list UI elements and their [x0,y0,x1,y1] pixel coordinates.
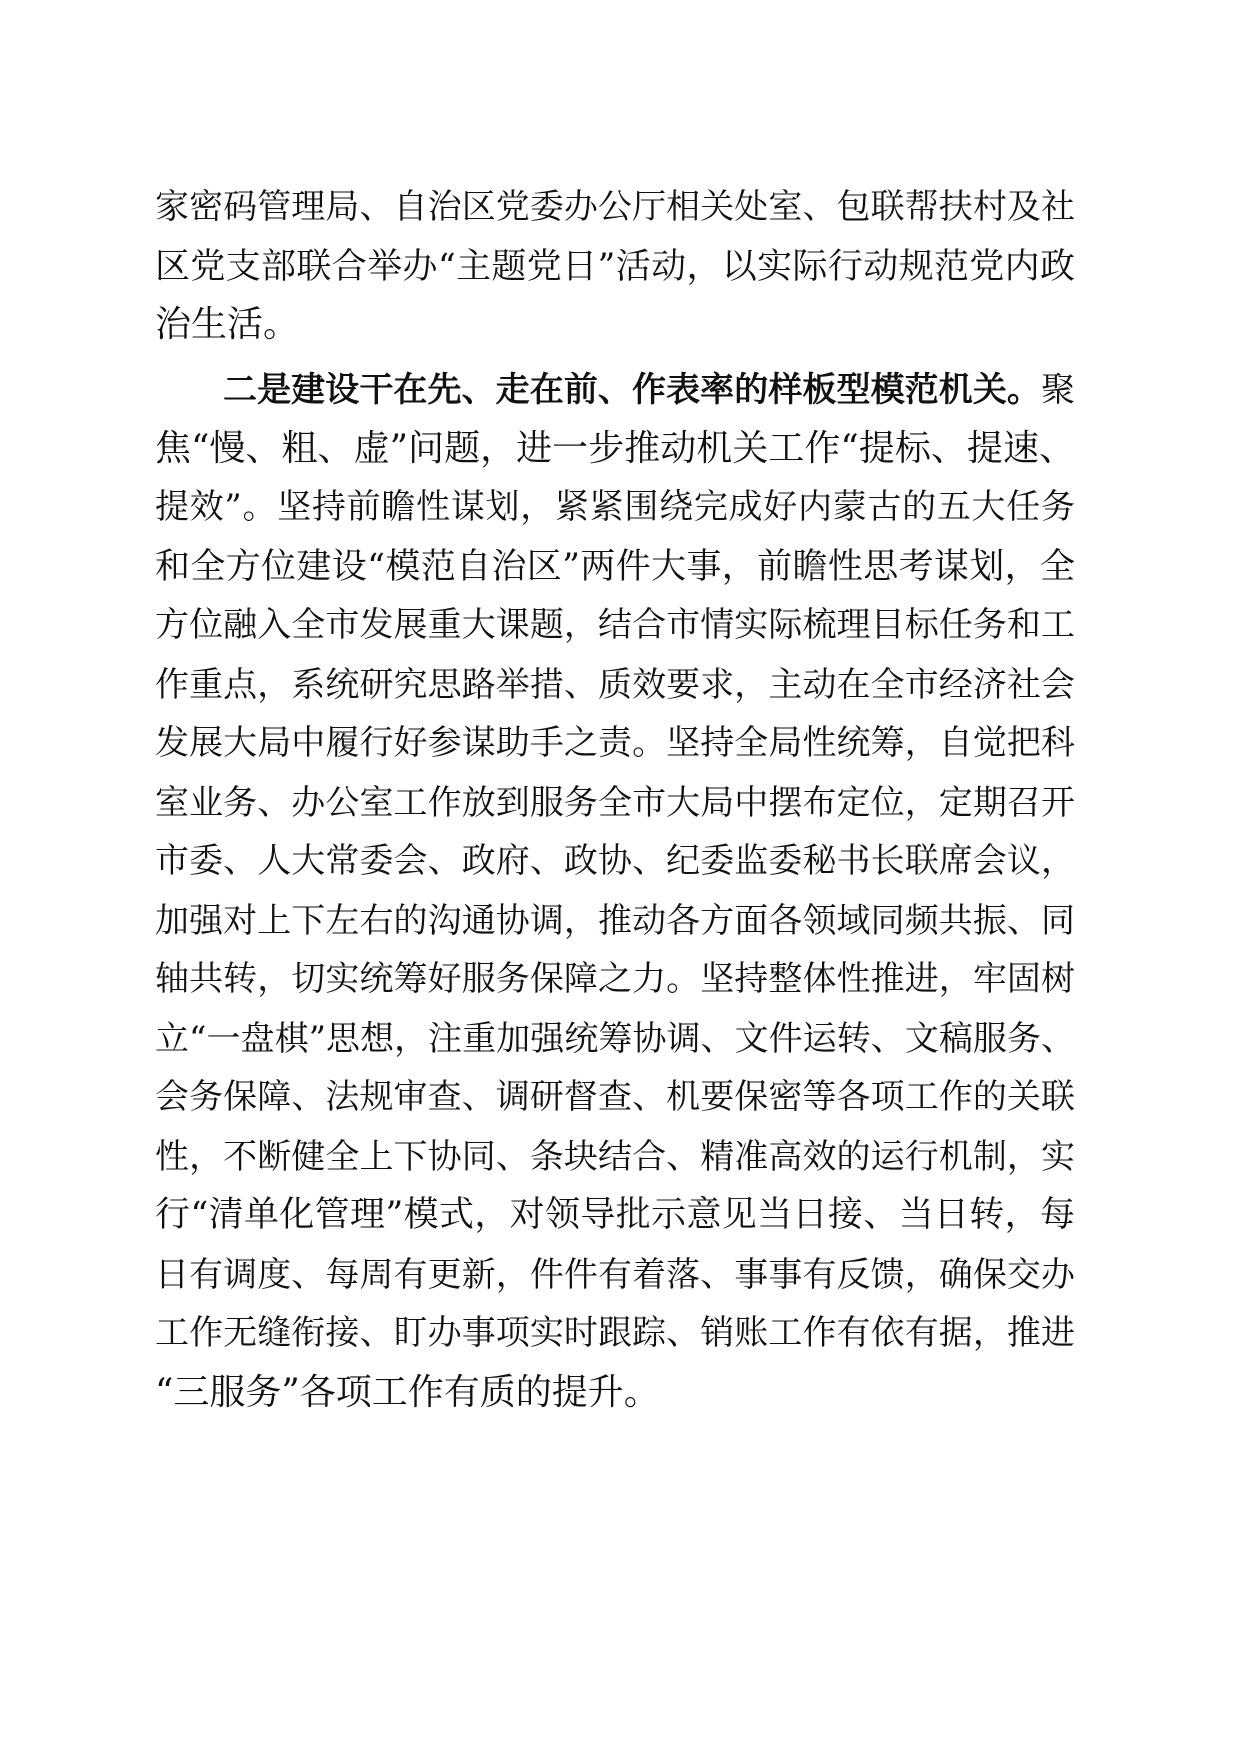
section-heading-line [155,365,1075,415]
text-line: 工作无缝衔接、盯办事项实时跟踪、销账工作有依有据，推进 [155,1313,1075,1353]
text-line: 区党支部联合举办“主题党日”活动，以实际行动规范党内政 [155,247,1075,287]
text-line: 加强对上下左右的沟通协调，推动各方面各领域同频共振、同 [155,901,1075,941]
text-line: “三服务”各项工作有质的提升。 [155,1372,660,1413]
heading-continuation: 聚 [1041,370,1075,410]
text-line: 立“一盘棋”思想，注重加强统筹协调、文件运转、文稿服务、 [155,1019,1075,1059]
text-line: 和全方位建设“模范自治区”两件大事，前瞻性思考谋划，全 [155,547,1075,587]
text-line: 方位融入全市发展重大课题，结合市情实际梳理目标任务和工 [155,605,1075,645]
text-line: 发展大局中履行好参谋助手之责。坚持全局性统筹，自觉把科 [155,723,1075,763]
text-line: 轴共转，切实统筹好服务保障之力。坚持整体性推进，牢固树 [155,959,1075,999]
text-line: 市委、人大常委会、政府、政协、纪委监委秘书长联席会议， [155,841,1075,881]
text-line: 治生活。 [155,304,300,345]
text-line: 家密码管理局、自治区党委办公厅相关处室、包联帮扶村及社 [155,187,1075,227]
text-line: 焦“慢、粗、虚”问题，进一步推动机关工作“提标、提速、 [155,428,1075,469]
text-line: 性，不断健全上下协同、条块结合、精准高效的运行机制，实 [155,1137,1075,1177]
text-line: 会务保障、法规审查、调研督查、机要保密等各项工作的关联 [155,1077,1075,1117]
section-heading: 二是建设干在先、走在前、作表率的样板型模范机关。 [223,370,1041,410]
text-line: 作重点，系统研究思路举措、质效要求，主动在全市经济社会 [155,665,1075,705]
text-line: 日有调度、每周有更新，件件有着落、事事有反馈，确保交办 [155,1255,1075,1295]
text-line: 行“清单化管理”模式，对领导批示意见当日接、当日转，每 [155,1195,1075,1235]
text-line: 室业务、办公室工作放到服务全市大局中摆布定位，定期召开 [155,783,1075,823]
text-line: 提效”。坚持前瞻性谋划，紧紧围绕完成好内蒙古的五大任务 [155,487,1075,527]
